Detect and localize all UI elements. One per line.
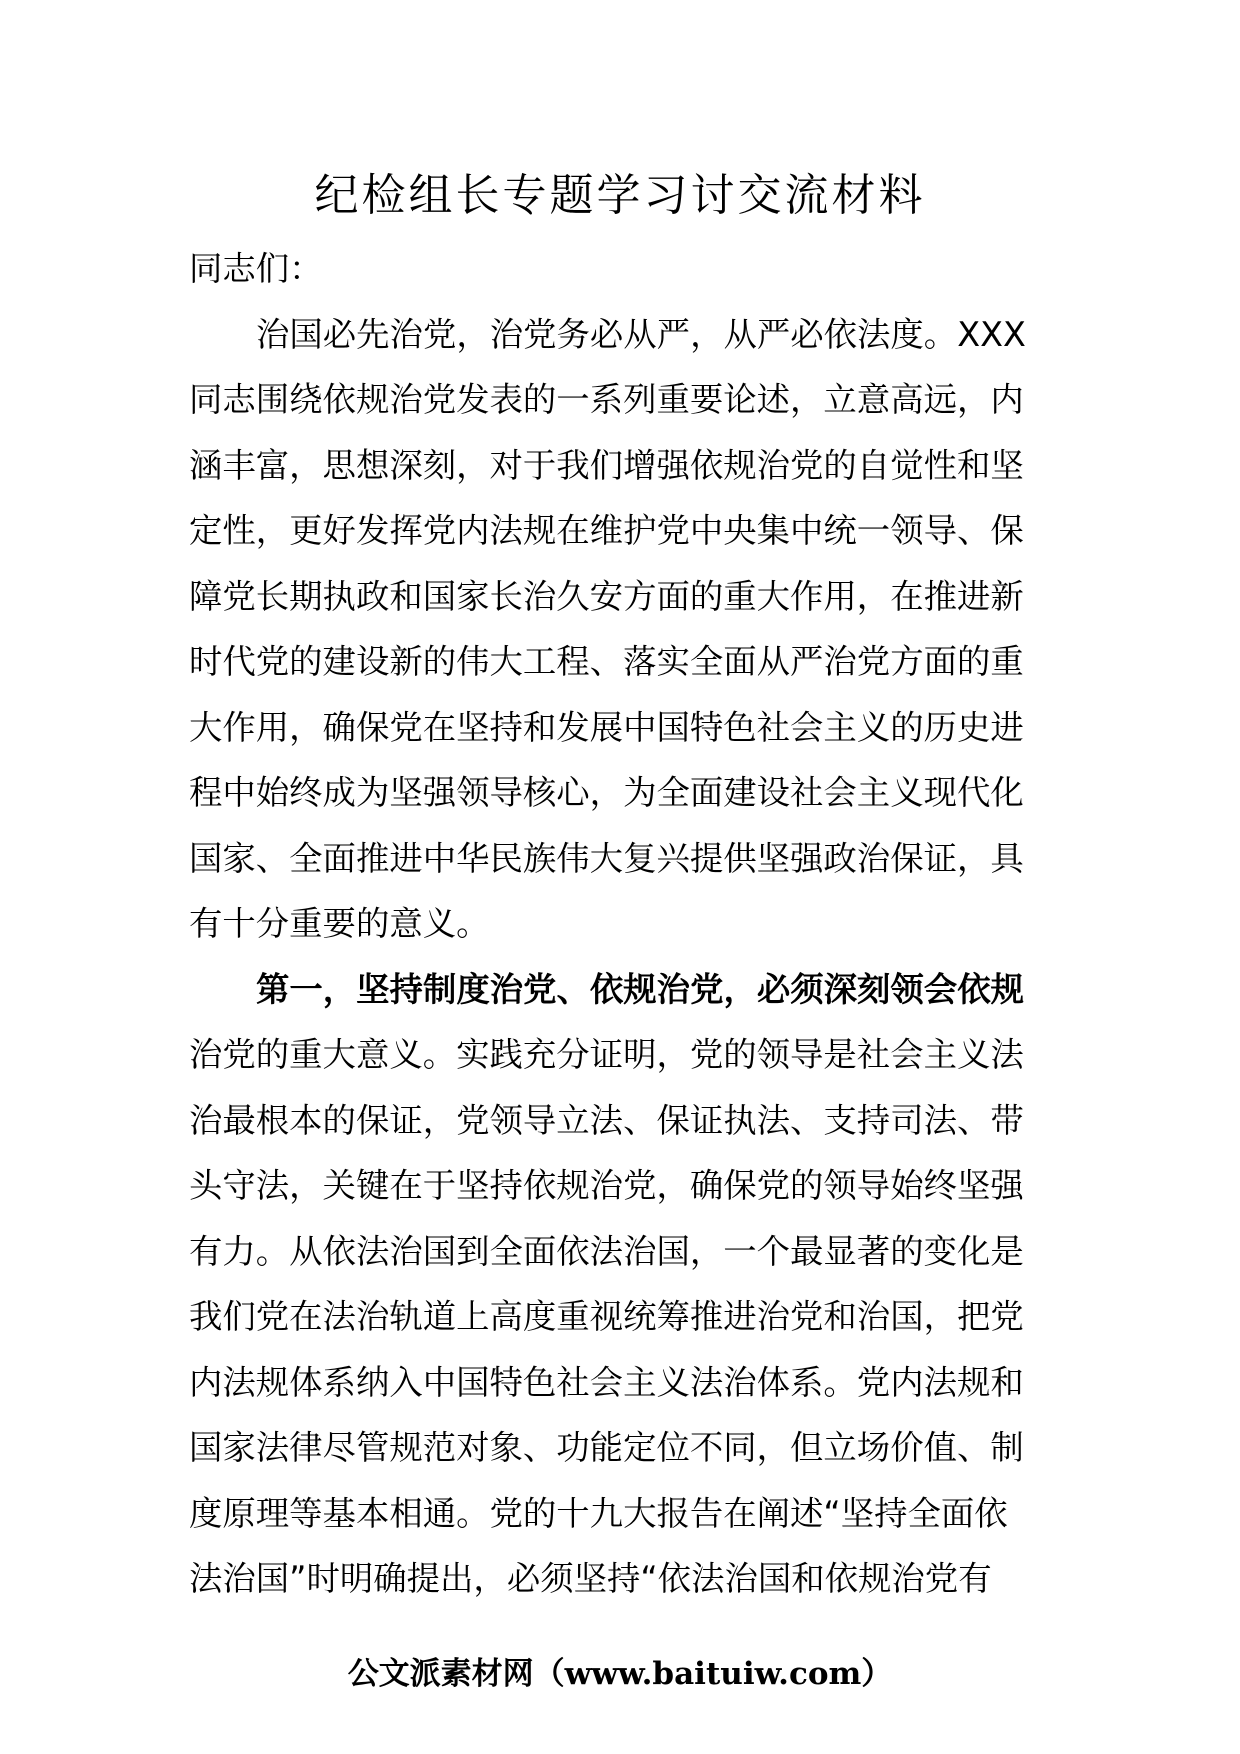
text-line: 治国必先治党，治党务必从严，从严必依法度。XXX	[256, 314, 1026, 354]
paragraph-2	[189, 957, 1051, 1612]
text-line: 定性，更好发挥党内法规在维护党中央集中统一领导、保	[189, 511, 1024, 550]
text-line: 有力。从依法治国到全面依法治国，一个最显著的变化是	[189, 1231, 1024, 1271]
paragraph-1	[189, 302, 1051, 957]
document-body	[189, 236, 1051, 1612]
text-line: 国家法律尽管规范对象、功能定位不同，但立场价值、制	[189, 1428, 1024, 1467]
text-line: 法治国”时明确提出，必须坚持“依法治国和依规治党有	[189, 1559, 992, 1598]
text-line: 同志围绕依规治党发表的一系列重要论述，立意高远，内	[189, 380, 1024, 419]
text-line: 时代党的建设新的伟大工程、落实全面从严治党方面的重	[189, 642, 1024, 681]
text-line: 大作用，确保党在坚持和发展中国特色社会主义的历史进	[189, 707, 1024, 747]
text-line: 障党长期执政和国家长治久安方面的重大作用，在推进新	[189, 576, 1024, 616]
text-line: 内法规体系纳入中国特色社会主义法治体系。党内法规和	[189, 1362, 1024, 1402]
text-line: 度原理等基本相通。党的十九大报告在阐述“坚持全面依	[189, 1493, 1008, 1533]
text-line: 头守法，关键在于坚持依规治党，确保党的领导始终坚强	[189, 1166, 1024, 1205]
text-line: 国家、全面推进中华民族伟大复兴提供坚强政治保证，具	[189, 838, 1024, 878]
text-line: 治最根本的保证，党领导立法、保证执法、支持司法、带	[189, 1100, 1024, 1140]
text-line: 涵丰富，思想深刻，对于我们增强依规治党的自觉性和坚	[189, 445, 1024, 485]
text-line: 治党的重大意义。实践充分证明，党的领导是社会主义法	[189, 1035, 1024, 1074]
document-title: 纪检组长专题学习讨交流材料	[314, 170, 926, 221]
text-line: 有十分重要的意义。	[189, 904, 490, 943]
footer-watermark: 公文派素材网（www.baituiw.com）	[347, 1656, 893, 1692]
text-line: 程中始终成为坚强领导核心，为全面建设社会主义现代化	[189, 773, 1024, 812]
text-line: 我们党在法治轨道上高度重视统筹推进治党和治国，把党	[189, 1297, 1024, 1336]
salutation: 同志们：	[189, 249, 323, 288]
section-heading: 第一，坚持制度治党、依规治党，必须深刻领会依规	[256, 969, 1024, 1009]
